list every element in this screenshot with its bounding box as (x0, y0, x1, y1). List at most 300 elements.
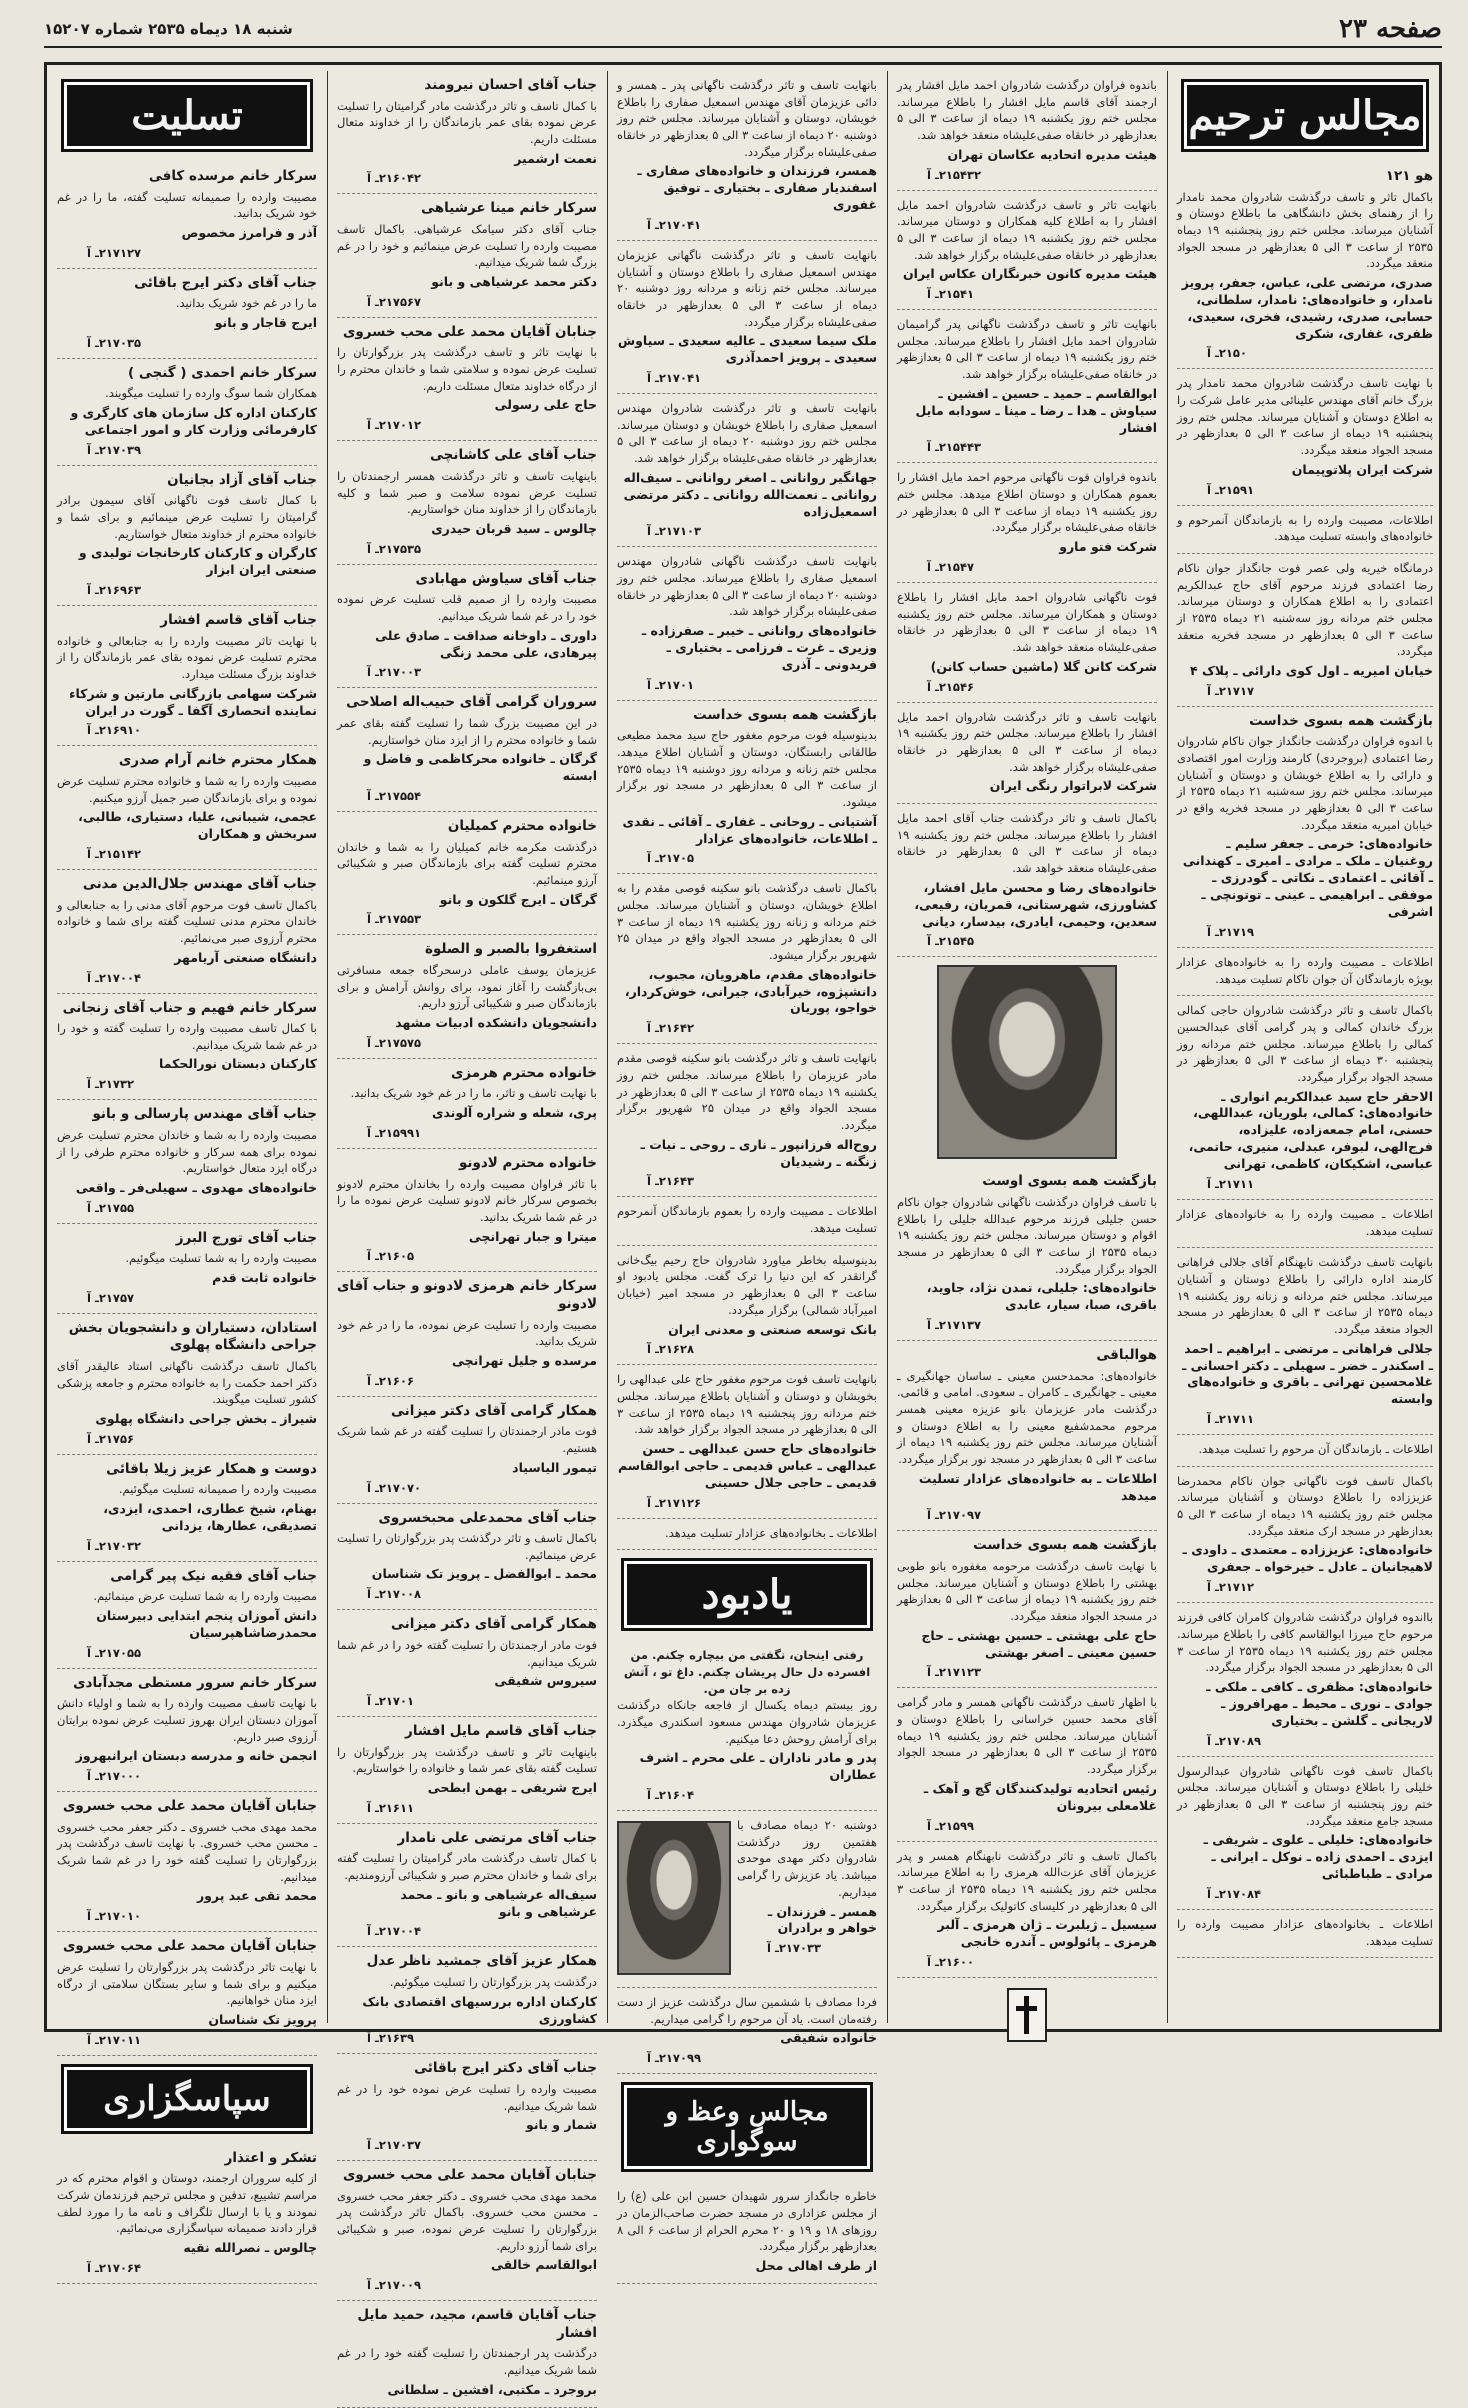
notice-body: با کمال تاسف فوت ناگهانی آقای سیمون برادر گرامیتان را تسلیت عرض مینمائیم و برای شما و خانواده محترم از خداوند متعال خواستاریم. (57, 493, 317, 541)
notice-body: بانهایت تاسف درگذشت ناگهانی شادروان مهندس اسمعیل صفاری را باطلاع میرساند. مجلس ختم روز دوشنبه ۲۰ دیماه از ساعت ۳ الی ۵ بعدازظهر در خانقاه صفی‌علیشاه برگزار خواهد شد. (617, 554, 877, 619)
notice-code: ۲۱۶۰۶ـ آ (367, 1373, 414, 1388)
notice-signature: خانواده‌های مقدم، ماهرویان، مجبوب، دانشپژوه، خیرآبادی، جیرانی، خوش‌کردار، خواجو، پوریان (624, 966, 877, 1016)
notice-body: درگذشت پدر ارجمندتان را تسلیت گفته خود را در غم شما شریک میدانیم. (337, 2346, 597, 2378)
notice-code: ۲۱۷۰۹۷ـ آ (927, 1508, 982, 1523)
gratitude-notice (57, 2144, 317, 2284)
gratitude-banner: سپاسگزاری (61, 2064, 313, 2134)
notice-signature: بانک توسعه صنعتی و معدنی ایران (668, 1321, 877, 1337)
notice-code: ۲۱۷۵۳۵ـ آ (367, 541, 422, 556)
notice (617, 71, 877, 241)
notice-body: فوت ناگهانی شادروان احمد مایل افشار را باطلاع دوستان و همکاران میرساند. مجلس ختم روز یکشنبه ۱۹ دیماه از ساعت ۳ الی ۵ بعدازظهر در خانقاه صفی‌علیشاه منعقد خواهد شد. (897, 590, 1157, 655)
notice (1177, 996, 1433, 1200)
notice-title: استادان، دستیاران و دانشجویان بخش جراحی دانشگاه پهلوی (68, 1319, 317, 1354)
notice-code: ۲۱۷۱۹ـ آ (1207, 924, 1254, 939)
notice-title: جنابان آقایان محمد علی محب خسروی (342, 323, 597, 340)
sermon-notice (617, 2182, 877, 2284)
notice-signature: روح‌اله فرزانپور ـ ناری ـ روحی ـ نیات ـ زنگنه ـ رشیدیان (640, 1136, 877, 1169)
notice (337, 1947, 597, 2054)
notice-list (897, 1167, 1157, 1978)
notice (1177, 1757, 1433, 1910)
notice-body: محمد مهدی محب خسروی ـ دکتر جعفر محب خسروی ـ محسن محب خسروی. باکمال تاثر درگذشت پدر بزرگوارتان را تسلیت عرض نموده، صبر و شکیبائی برای شما آرزو داریم. (337, 2188, 597, 2253)
notice-title: خانواده محترم کمیلیان (447, 818, 597, 835)
notice-body: مصیبت وارده را به شما تسلیت عرض مینمائیم. (93, 1589, 317, 1604)
notice-signature: دکتر محمد عرشیاهی و بانو (431, 274, 597, 289)
notice-code: ۲۱۷۵۶۷ـ آ (367, 294, 422, 309)
notice-title: همکار عزیز آقای جمشید ناظر عدل (366, 1953, 597, 1970)
notice-signature: سیروس شفیقی (494, 1673, 597, 1689)
notice-list (897, 71, 1157, 957)
notice-code: ۲۱۷۰۰۳ـ آ (367, 665, 422, 680)
notice (617, 1365, 877, 1518)
notice (57, 359, 317, 466)
notice-body: بانهایت تاسف و تاثر درگذشت شادروان مهندس اسمعیل صفاری را باطلاع خویشان و دوستان میرساند. مجلس ختم روز دوشنبه ۲۰ دیماه از ساعت ۳ الی ۵ بعدازظهر در خانقاه صفی‌علیشاه برگزار خواهد شد. (617, 401, 877, 466)
notice (337, 1824, 597, 1948)
notice-signature: شرکت فتو مارو (1059, 539, 1157, 555)
notice-signature: از طرف اهالی محل (755, 2258, 877, 2274)
notice-body: با نهایت تاثر مصیبت وارده را به جنابعالی و خانواده محترم تسلیت عرض نموده بقای عمر بازماندگان را از خداوند بزرگ مسئلت میدارد. (57, 633, 317, 682)
notice-body: بانهایت تاثر و تاسف درگذشت شادروان احمد مایل افشار را به اطلاع کلیه همکاران و دوستان میرساند. مجلس ختم روز یکشنبه ۱۹ دیماه از ساعت ۳ الی ۵ بعدازظهر در خانقاه صفی‌علیشاه برگزار خواهد شد. (897, 197, 1157, 262)
notice (1177, 162, 1433, 369)
notice-list (617, 71, 877, 1550)
notice-title: دوست و همکار عزیز زیلا باقائی (106, 1460, 317, 1477)
notice-code: ۲۱۷۰۱ـ آ (367, 1694, 414, 1709)
notice (617, 547, 877, 700)
notice-code: ۲۱۷۰۳۷ـ آ (367, 2138, 422, 2153)
notice-body: درمانگاه خیریه ولی عصر فوت جانگداز جوان ناکام رضا اعتمادی فرزند مرحوم آقای حاج عبدالکریم اعتمادی را به اطلاع همکاران و دوستان میرساند. مجلس ختم مردانه روز سه‌شنبه ۲۱ دیماه ۲۵۳۵ از ساعت ۳ الی ۵ بعدازظهر در مسجد فخریه منعقد میگردد. (1177, 560, 1433, 659)
notice-body: درگذشت پدر بزرگوارتان را تسلیت میگوئیم. (389, 1975, 597, 1989)
notice-body: باندوه فراوان درگذشت شادروان احمد مایل افشار پدر ارجمند آقای قاسم مایل افشار را باطلاع میرساند. مجلس ختم روز یکشنبه ۱۹ دیماه از ساعت ۳ الی ۵ بعدازظهر در خانقاه صفی‌علیشاه منعقد خواهد شد. (897, 78, 1157, 143)
remembrance-notice (617, 1988, 877, 2074)
notice-signature: جلالی فراهانی ـ مرتضی ـ ابراهیم ـ احمد ـ اسکندر ـ خضر ـ سهیلی ـ دکتر احسانی ـ غلامحسین تهرانی ـ باقری و خانواده‌های وابسته (1181, 1340, 1433, 1407)
notice-title: همکار محترم خانم آرام صدری (118, 752, 317, 769)
notice-body: مصیبت وارده را صمیمانه تسلیت گفته، ما را در غم خود شریک بدانید. (57, 189, 317, 221)
notice-code: ۲۱۷۱۱ـ آ (1207, 1176, 1254, 1191)
notice-body: بانهایت تاسف درگذشت نابهنگام آقای جلالی فراهانی کارمند اداره دارائی را باطلاع دوستان و آشنایان میرساند. مجلس ختم مردانه و زنانه روز یکشنبه ۱۹ دیماه ۲۵۳۵ از ساعت ۳ الی ۵ بعدازظهر در مسجد الجواد منعقد میگردد. (1177, 1255, 1433, 1336)
notice (617, 394, 877, 547)
notice-body: اطلاعات ـ بخانواده‌های عزادار تسلیت میدهد. (665, 1525, 877, 1540)
notice-title: جناب آقای دکتر ایرج باقائی (414, 2060, 597, 2077)
portrait-photo (937, 965, 1117, 1159)
notice-title: جناب آقای آزاد بجانیان (167, 471, 317, 488)
memorial-banner: مجالس ترحیم (1181, 79, 1429, 152)
notice (57, 269, 317, 359)
notice-title: بازگشت همه بسوی خداست (1249, 712, 1433, 729)
notice-title: جناب آقای تورج البرز (175, 1229, 317, 1246)
notice-code: ۲۱۷۱۲۷ـ آ (87, 245, 142, 260)
notice (337, 1717, 597, 1824)
notice-signature: جهانگیر روانانی ـ اصغر روانانی ـ سیف‌اله روانانی ـ نعمت‌الله روانانی ـ دکتر مرتضی اسمعیل‌زاده (623, 469, 877, 519)
notice-code: ۲۱۷۱۲۳ـ آ (927, 1665, 982, 1680)
notice (617, 1246, 877, 1366)
notice (617, 1519, 877, 1551)
notice-code: ۲۱۵۴۴۳ـ آ (927, 440, 982, 455)
notice-title: سرکار خانم احمدی ( گنجی ) (128, 364, 317, 381)
notice-title: سرکار خانم مینا عرشیاهی (421, 200, 597, 217)
notice-body: بااندوه فراوان درگذشت شادروان کامران کافی فرزند مرحوم حاج میرزا ابوالقاسم کافی را باطلاع میرساند. مجلس ختم روز یکشنبه ۱۹ دیماه ۲۵۳۵ از ساعت ۳ الی ۵ بعدازظهر در مسجد الجواد برگزار میگردد. (1177, 1610, 1434, 1675)
notice (337, 688, 597, 812)
notice-body: با کمال تاسف و تاثر درگذشت مادر گرامیتان را تسلیت عرض نموده بقای عمر بازماندگان را از خداوند متعال مسئلت داریم. (337, 98, 597, 146)
notice (337, 565, 597, 689)
notice-body: باکمال تاسف فوت ناگهانی جوان ناکام محمدرضا عزیززاده را باطلاع دوستان و آشنایان میرساند. مجلس ختم روز یکشنبه ۱۹ دیماه از ساعت ۳ الی ۵ بعدازظهر در مسجد ارک منعقد میگردد. (1177, 1473, 1433, 1538)
notice (337, 2054, 597, 2161)
notice-body: ما را در غم خود شریک بدانید. (175, 296, 317, 311)
notice-signature: عجمی، شیبانی، علیا، دستیاری، طالبی، سربخش و همکاران (78, 809, 317, 842)
notice-code: ۲۱۷۰۶۴ـ آ (87, 2260, 142, 2275)
notice-code: ۲۱۷۵۵۳ـ آ (367, 912, 422, 927)
notice-code: ۲۱۷۵۷۵ـ آ (367, 1035, 422, 1050)
notice-code: ۲۱۷۰۹۹ـ آ (647, 2051, 702, 2066)
notice-signature: خانواده‌های روانانی ـ خیبر ـ صفرزاده ـ وزیری ـ غرت ـ فرزامی ـ بختیاری ـ فریدونی ـ آذری (641, 623, 877, 672)
notice-body: جناب آقای دکتر سیامک عرشیاهی. باکمال تاسف مصیبت وارده را تسلیت عرض مینمائیم و خود را در غم بزرگ شما شریک میدانیم. (337, 221, 597, 270)
notice-code: ۲۱۵۹۱ـ آ (1207, 482, 1254, 497)
notice (1177, 369, 1433, 505)
notice (337, 2301, 597, 2407)
notice (897, 583, 1157, 703)
notice-signature: کارکنان اداره بررسیهای اقتصادی بانک کشاورزی (362, 1993, 597, 2026)
notice-code: ۲۱۷۰۱۱ـ آ (87, 2032, 142, 2047)
notice-signature: رئیس اتحادیه تولیدکنندگان گچ و آهک ـ غلامعلی بیرونان (923, 1780, 1157, 1813)
notice-signature: الاحقر حاج سید عبدالکریم انواری ـ خانواده‌های: کمالی، بلوریان، عبداللهی، حسنی، امام جمعه‌زاده، علیزاده، فرج‌الهی، لبوفر، عبدلی، منیری، حاتمی، عباسی، اشکیکان، کاظمی، تهرانی (1188, 1088, 1433, 1172)
notice-signature: محمد تقی عبد پرور (196, 1888, 317, 1904)
notice-signature: پری، شعله و شراره آلوندی (432, 1105, 597, 1121)
notice-body: اطلاعات ـ مصیبت وارده را بعموم بازماندگان آنمرحوم تسلیت میدهد. (617, 1204, 877, 1236)
notice-code: ۲۱۷۵۷ـ آ (87, 1290, 134, 1305)
notice-signature: انجمن خانه و مدرسه دبستان ایرانبهروز (75, 1748, 317, 1764)
notice-code: ۲۱۶۰۰ـ آ (927, 1954, 974, 1969)
notice-body: اطلاعات ـ مصیبت وارده را به خانواده‌های عزادار تسلیت میدهد. (1177, 1206, 1433, 1238)
notice-body: خانواده‌های: محمدحسن معینی ـ ساسان جهانگیری ـ معینی ـ جهانگیری ـ کامران ـ سعودی. امامی و قائمی. درگذشت مادر عزیزمان بانو عزیزه معینی همسر مرحوم محمدشفیع معینی را به اطلاع دوستان و آشنایان میرساند. مجلس ختم روز یکشنبه ۱۹ دیماه از ساعت ۳ الی ۵ بعدازظهر در مسجد نور برگزار میگردد. (897, 1368, 1157, 1466)
page-header (44, 12, 1442, 48)
notice-signature: داوری ـ داوخانه صداقت ـ صادق علی پیرهادی، علی محمد زنگی (375, 627, 597, 660)
notice-signature: خانواده‌های: خلیلی ـ علوی ـ شریفی ـ ایزدی ـ احمدی زاده ـ نوکل ـ ایرانی ـ مرادی ـ طباطبائی (1203, 1832, 1433, 1881)
notice (57, 1669, 317, 1792)
notice (57, 1100, 317, 1223)
notice (897, 1341, 1157, 1531)
notice-signature: میترا و جبار تهرانچی (468, 1228, 597, 1244)
notice (1177, 1910, 1433, 1958)
notice-code: ۲۱۷۰۰۹ـ آ (367, 2278, 422, 2293)
notice-title: جناب آقای دکتر ایرج باقائی (134, 274, 317, 291)
notice-body: باینهایت تاسف و تاثر درگذشت همسر ارجمندتان را تسلیت عرض نموده سلامت و صبر شما و کلیه بازماندگان را از خداوند منان خواستاریم. (337, 468, 597, 517)
notice-code: ۲۱۷۰۸۹ـ آ (1207, 1733, 1262, 1748)
notice-list (57, 162, 317, 2056)
column-rule (327, 71, 328, 2023)
column-memorials-right (891, 71, 1163, 2023)
notice-body: بانهایت تاثر و تاسف درگذشت ناگهانی پدر گرامیمان شادروان احمد مایل افشار را باطلاع میرساند. مجلس ختم روز یکشنبه ۱۹ دیماه از ساعت ۳ الی ۵ بعدازظهر در خانقاه صفی‌علیشاه برگزار خواهد شد. (897, 317, 1157, 382)
notice-signature: خانواده‌های مهدوی ـ سهیلی‌فر ـ واقعی (75, 1179, 317, 1195)
notice-signature: خانواده شفیقی (780, 2030, 877, 2046)
notice-body: با نهایت تاثر درگذشت پدر بزرگوارتان را تسلیت عرض میکنیم و برای شما و سایر بستگان سلامتی از درگاه ایزد منان خواهانیم. (57, 1959, 317, 2008)
notice-title: جنابان آقایان محمد علی محب خسروی (62, 1938, 317, 1955)
notice (897, 1688, 1157, 1841)
notice-code: ۲۱۷۰۳۹ـ آ (87, 442, 142, 457)
notice-body: مصیبت وارده را تسلیت عرض نموده خود را در غم شما شریک میدانیم. (337, 2081, 597, 2113)
notice-title: بازگشت همه بسوی اوست (982, 1173, 1157, 1190)
remembrance-notice-photo (617, 1811, 877, 1988)
column-condolences-left (51, 71, 323, 2275)
notice (897, 191, 1157, 311)
notice-body: مصیبت وارده را به شما و خاندان محترم تسلیت عرض نموده برای همه سرکار و خانواده محترم طرفی را از درگاه ایزد متعال خواستاریم. (57, 1127, 317, 1176)
notice-body: همکاران شما سوگ وارده را تسلیت میگویند. (105, 386, 317, 401)
notice-body: مصیبت وارده را از صمیم قلب تسلیت عرض نموده خود را در غم شما شریک میدانیم. (337, 592, 597, 623)
notice-signature: گرگان ـ خانواده محرکاظمی و فاضل و ابسته (363, 751, 597, 784)
notice-signature: چالوس ـ نصرالله نقیه (183, 2239, 317, 2255)
notice-title: بازگشت همه بسوی خداست (693, 706, 877, 723)
notice-body: با نهایت تاسف درگذشت شادروان محمد نامدار پدر بزرگ خانم آقای مهندس علینائی مدیر عامل شرکت را به اطلاع دوستان و آشنایان میرساند. مجلس ختم روز پنجشنبه ۱۹ دیماه از ساعت ۳ الی ۵ بعدازظهر در مسجد الجواد منعقد میگردد. (1177, 376, 1433, 458)
notice-code: ۲۱۷۰۸۴ـ آ (1207, 1886, 1262, 1901)
notice (57, 162, 317, 269)
notice-title: سرکار خانم هرمزی لادونو و جناب آقای لادونو (337, 1278, 597, 1312)
notice-title: جناب آقای قاسم مایل افشار (405, 1723, 597, 1740)
notice-signature: سیسیل ـ ژیلبرت ـ ژان هرمزی ـ آلبر هرمزی ـ پائولوس ـ آندره خانجی (937, 1917, 1157, 1950)
notice-code: ۲۱۵۴۳۲ـ آ (927, 167, 982, 182)
notice-signature: شرکت کانن گلا (ماشین حساب کانن) (930, 658, 1157, 674)
notice-body: باکمال تاسف فوت ناگهانی شادروان عبدالرسول خلیلی را باطلاع دوستان و آشنایان میرساند. مجلس ختم روز پنجشنبه از ساعت ۳ الی ۵ بعدازظهر در مسجد جامع منعقد میگردد. (1177, 1763, 1433, 1828)
notice-body: اطلاعات، مصیبت وارده را به بازماندگان آنمرحوم و خانواده‌های وابسته تسلیت میدهد. (1177, 512, 1433, 544)
notice (337, 1149, 597, 1272)
notice-signature: هیئت مدیره کانون خبرنگاران عکاس ایران (903, 266, 1157, 282)
notice-signature: نعمت ارشمیر (514, 150, 597, 166)
notice-title: جناب آقای فقیه نیک پیر گرامی (110, 1567, 317, 1584)
notice-signature: خیابان امیریه ـ اول کوی دارائی ـ پلاک ۴ (1189, 663, 1433, 679)
notice-code: ۲۱۷۱۰۳ـ آ (647, 524, 702, 539)
notice-code: ۲۱۵۰ـ آ (1207, 346, 1247, 361)
notice-body: با اظهار تاسف درگذشت ناگهانی همسر و مادر گرامی آقای محمد حسین خراسانی را باطلاع دوستان و آشنایان میرساند. مجلس ختم روز یکشنبه ۱۹ دیماه ۲۵۳۵ از ساعت ۳ الی ۵ بعدازظهر در مسجد الجواد برگزار میگردد. (897, 1695, 1158, 1777)
notice-code: ۲۱۷۰۱ـ آ (647, 677, 694, 692)
notice-signature: دانش آموزان پنجم ابتدایی دبیرستان محمدرضاشاهپرسیان (96, 1608, 317, 1640)
notice (57, 466, 317, 606)
notice-signature: دانشگاه صنعتی آریامهر (174, 949, 317, 965)
notice (897, 463, 1157, 583)
notice-signature: اطلاعات ـ به خانواده‌های عزادار تسلیت میدهد (918, 1470, 1157, 1503)
notice-body: فوت مادر ارجمندتان را تسلیت گفته در غم شما شریک هستیم. (337, 1424, 597, 1455)
notice-title: بازگشت همه بسوی خداست (973, 1537, 1157, 1554)
notice-title: جناب آقای احسان نیرومند (424, 77, 597, 93)
notice-code: ۲۱۷۰۰۴ـ آ (87, 970, 142, 985)
notice-body: خاطره جانگداز سرور شهیدان حسین ابن علی (ع) را از مجلس عزاداری در مسجد حضرت صاحب‌الزمان در روزهای ۱۸ و ۱۹ و ۲۰ محرم الحرام از ساعت ۶ الی ۸ بعدازظهر برگزار میگردد. (617, 2189, 877, 2254)
notice-code: ۲۱۷۱۲۶ـ آ (647, 1495, 702, 1510)
issue-info: شنبه ۱۸ دیماه ۲۵۳۵ شماره ۱۵۲۰۷ (44, 20, 293, 38)
notice-body: از کلیه سروران ارجمند، دوستان و اقوام محترم که در مراسم تشییع، تدفین و مجلس ترحیم فرزندمان شرکت نمودند و یا با ارسال تلگراف و نامه ما را مورد لطف قرار دادند صمیمانه سپاسگزاری می‌نمائیم. (57, 2171, 317, 2236)
notice-code: ۲۱۶۹۶۳ـ آ (87, 583, 142, 598)
notice-signature: کارگران و کارکنان کارخانجات تولیدی و صنعتی ایران ابزار (78, 545, 317, 578)
remembrance-poem: رفتی اینجان، نگفتی من بیچاره چکنم. من افسرده دل حال پریشان چکنم. داغ تو ، آتش زده بر جان من. (623, 1648, 871, 1696)
notice-signature: چالوس ـ سید قربان حیدری (431, 520, 597, 536)
notice-body: باکمال تاسف فوت مرحوم آقای مدنی را به جنابعالی و خاندان محترم مدنی تسلیت گفته برای شما و خانواده محترم آرزوی صبر می‌نمائیم. (57, 897, 317, 945)
notice-signature: صدری، مرتضی علی، عباس، جعفر، پرویز نامدار، و خانواده‌های: نامدار، سلطانی، حسابی، صدری، رشیدی، فخری، سعیدی، ظفری، غفاری، شکری (1181, 274, 1433, 341)
notice-title: سرکار خانم فهیم و جناب آقای زنجانی (62, 999, 317, 1016)
notice-body: بانهایت تاسف و تاثر درگذشت بانو سکینه قوصی مقدم مادر عزیزمان را باطلاع میرساند. مجلس ختم روز یکشنبه ۱۹ دیماه ۲۵۳۵ از ساعت ۳ الی ۵ بعدازظهر در مسجد الجواد واقع در میدان ۲۵ شهریور برگزار میگردد. (617, 1051, 878, 1133)
notice-code: ۲۱۵۴۶ـ آ (927, 679, 974, 694)
notice-body: باکمال تاسف و تاثر درگذشت جناب آقای احمد مایل افشار را باطلاع میرساند. مجلس ختم روز یکشنبه ۱۹ دیماه از ساعت ۳ الی ۵ بعدازظهر در خانقاه صفی‌علیشاه منعقد خواهد شد. (897, 811, 1157, 876)
notice-title: جناب آقای علی کاشانچی (430, 447, 597, 464)
notice (337, 441, 597, 564)
notice-signature: شرکت لابراتوار رنگی ایران (989, 778, 1157, 794)
notice-code: ۲۱۷۰۰۰ـ آ (87, 1769, 142, 1784)
notice-signature: ایرج قاجار و بانو (214, 314, 317, 330)
notice (57, 1932, 317, 2055)
notice-signature: ابوالقاسم ـ حمید ـ حسین ـ افشین ـ سیاوش ـ هدا ـ رضا ـ مینا ـ سودابه مایل افشار (915, 385, 1157, 435)
notice-signature: خانواده‌های رضا و محسن مایل افشار، کشاورزی، شهرستانی، قمریان، رفیعی، سعدین، وحیمی، ایادری، بیدسار، دیانی (914, 879, 1157, 929)
notice (57, 994, 317, 1101)
notice-signature: ابوالقاسم خالقی (491, 2257, 597, 2273)
condolence-banner: تسلیت (61, 79, 313, 152)
notice (1177, 1603, 1433, 1756)
notice-title: جناب آقایان قاسم، مجید، حمید مایل افشار (357, 2307, 597, 2341)
notice-code: ۲۱۷۰۷۰ـ آ (367, 1480, 422, 1495)
notice-signature: حاج علی بهشتی ـ حسین بهشتی ـ حاج حسین معینی ـ اصغر بهشتی (921, 1627, 1157, 1660)
notice (1177, 948, 1433, 996)
notice-title: سروران گرامی آقای حبیب‌اله اصلاحی (346, 694, 597, 711)
remembrance-notice (617, 1641, 877, 1811)
notice-signature: خانواده‌های: عزیززاده ـ معتمدی ـ داودی ـ لاهیجانیان ـ عادل ـ خیرخواه ـ جعفری (1182, 1542, 1433, 1575)
notice-body: با کمال تاسف مصیبت وارده را تسلیت گفته و خود را در غم شما شریک میدانیم. (57, 1021, 317, 1052)
notice-title: جناب آقای قاسم افشار (160, 612, 317, 629)
obituary-page (44, 62, 1442, 2397)
notice-title: هوالباقی (1096, 1347, 1157, 1364)
notice-body: باکمال تاسف درگذشت ناگهانی استاد عالیقدر آقای دکتر احمد حکمت را به خانواده محترم و جامعه پزشکی کشور تسلیت میگویند. (57, 1358, 317, 1407)
notice-code: ۲۱۶۰۵ـ آ (367, 1249, 414, 1264)
notice-title: جناب آقای سیاوش مهابادی (415, 570, 597, 587)
notice (337, 935, 597, 1058)
notice-code: ۲۱۷۰۳۳ـ آ (767, 1941, 822, 1956)
notice-signature: خانواده‌های حاج حسن عبدالهی ـ حسن عبدالهی ـ عباس قدیمی ـ حاجی ابوالقاسم قدیمی ـ حاجی جلال حسینی (617, 1441, 877, 1490)
notice (337, 1059, 597, 1149)
notice (1177, 554, 1433, 707)
notice-body: مصیبت وارده را تسلیت عرض نموده، ما را در غم خود شریک بدانید. (337, 1317, 597, 1349)
notice-code: ۲۱۷۰۴۱ـ آ (647, 371, 702, 386)
notice-title: جناب آقای محمدعلی محبخسروی (378, 1509, 597, 1526)
notice (897, 1531, 1157, 1688)
notice-title: همکار گرامی آقای دکتر میزانی (390, 1616, 597, 1633)
notice-title: خانواده محترم هرمزی (450, 1064, 597, 1081)
notice-code: ۲۱۵۴۱ـ آ (927, 287, 974, 302)
notice-title: جنابان آقایان محمد علی محب خسروی (342, 2167, 597, 2184)
notice-body: بانهایت تاسف فوت مرحوم مغفور حاج علی عبدالهی را بخویشان و دوستان و آشنایان باطلاع میرساند. مجلس ختم مردانه روز پنجشنبه ۱۹ دیماه ۲۵۳۵ از ساعت ۳ الی ۵ بعدازظهر در مسجد الجواد برگزار خواهد شد. (617, 1372, 877, 1437)
notice (337, 318, 597, 441)
notice-signature: مرسده و جلیل تهرانچی (452, 1352, 597, 1368)
notice (897, 804, 1157, 957)
notice-code: ۲۱۷۰۴۱ـ آ (647, 217, 702, 232)
notice-signature: محمد ـ ابوالفضل ـ پرویز تک شناسان (371, 1566, 597, 1582)
notice-code: ۲۱۷۵۶ـ آ (87, 1431, 134, 1446)
column-condolences-right (331, 71, 603, 2397)
notice-code: ۲۱۷۱۷ـ آ (1207, 683, 1254, 698)
column-rule (1167, 71, 1168, 2023)
notice-body: مصیبت وارده را صمیمانه تسلیت میگوئیم. (118, 1482, 317, 1497)
notice-body: مصیبت وارده را به شما و خانواده محترم تسلیت عرض نموده و برای بازماندگان صبر جمیل آرزو میکنیم. (57, 774, 317, 805)
notice-signature: ایرج شریفی ـ بهمن ابطحی (427, 1779, 597, 1795)
notice-signature: کارکنان دبستان نورالحکما (159, 1056, 317, 1072)
notice-signature: پرویز تک شناسان (208, 2011, 317, 2027)
notice-signature: هیئت مدیره اتحادیه عکاسان تهران (947, 146, 1157, 162)
notice-code: ۲۱۷۰۵ـ آ (647, 851, 694, 866)
notice-list (1177, 162, 1433, 1958)
notice-signature: همسر ـ فرزندان ـ خواهر و برادران (767, 1903, 877, 1936)
notice-body: فردا مصادف با ششمین سال درگذشت عزیز از دست رفته‌مان است. یاد آن مرحوم را گرامی میداریم. (617, 1995, 877, 2026)
notice (1177, 1467, 1433, 1603)
notice (57, 1562, 317, 1669)
notice-code: ۲۱۷۰۵۵ـ آ (87, 1645, 142, 1660)
notice (897, 703, 1157, 805)
notice-signature: خانواده‌های: مظفری ـ کافی ـ ملکی ـ جوادی ـ نوری ـ محیط ـ مهرافروز ـ لاریجانی ـ گلشن ـ بختیاری (1206, 1678, 1433, 1728)
notice-body: با نهایت تاسف درگذشت مرحومه مغفوره بانو طوبی بهشتی را باطلاع دوستان و آشنایان میرساند. مجلس ختم روز یکشنبه ۱۹ دیماه از ساعت ۳ الی ۵ بعدازظهر در مسجد الجواد منعقد میگردد. (897, 1558, 1157, 1623)
notice-body: اطلاعات ـ مصیبت وارده را به خانواده‌های عزادار بویژه بازماندگان آن جوان ناکام تسلیت میدهد. (1177, 954, 1433, 986)
notice-title: خانواده محترم لادونو (458, 1155, 597, 1171)
notice-signature: پدر و مادر ناداران ـ علی محرم ـ اشرف عطاران (639, 1750, 877, 1783)
notice (57, 870, 317, 993)
notice-code: ۲۱۷۰۱۲ـ آ (367, 418, 422, 433)
notice-title: جناب آقای مرتضی علی نامدار (397, 1829, 597, 1846)
notice (1177, 1200, 1433, 1248)
notice-signature: سیف‌اله عرشیاهی و بانو ـ محمد عرشیاهی و بانو (400, 1886, 597, 1919)
notice (57, 1314, 317, 1455)
notice-code: ۲۱۷۱۲ـ آ (1207, 1580, 1254, 1595)
notice-signature: دانشجویان دانشکده ادبیات مشهد (395, 1015, 597, 1031)
notice-body: اطلاعات ـ بازماندگان آن مرحوم را تسلیت میدهد. (1198, 1442, 1433, 1457)
notice-list (337, 71, 597, 2408)
notice-body: باکمال تاسف و تاثر درگذشت نابهنگام همسر و پدر عزیزمان آقای عزت‌الله هرمزی را به اطلاع میرساند. مجلس ختم روز یکشنبه ۱۹ دیماه ۲۵۳۵ از ساعت ۳ الی ۵ بعدازظهر در کلیسای کاتولیک برگزار میگردد. (897, 1848, 1158, 1913)
notice (337, 2161, 597, 2301)
notice-body: باکمال تاسف و تاثر درگذشت شادروان حاجی کمالی بزرگ خاندان کمالی و پدر گرامی آقای عبدالحسین کمالی را باطلاع میرساند. مجلس ختم مردانه روز پنجشنبه ۳۰ دیماه از ساعت ۳ الی ۵ بعدازظهر در مسجد الجواد برگزار میگردد. (1177, 1003, 1433, 1084)
notice (337, 1272, 597, 1396)
notice-code: ۲۱۷۰۰۴ـ آ (367, 1924, 422, 1939)
notice-body: با تاسف فراوان درگذشت ناگهانی شادروان جوان ناکام حسن جلیلی فرزند مرحوم عبدالله جلیلی را باطلاع اقوام و دوستان میرساند. مجلس ختم روز یکشنبه ۱۹ دیماه ۲۵۳۵ از ساعت ۳ الی ۵ بعدازظهر در مسجد الجواد برگزار میگردد. (897, 1194, 1158, 1276)
notice-code: ۲۱۷۰۰۸ـ آ (367, 1587, 422, 1602)
notice (57, 1455, 317, 1562)
notice-body: با نهایت تاثر و تاسف درگذشت پدر بزرگوارتان را تسلیت عرض نموده و سلامتی شما و خاندان محترم را از درگاه خداوند متعال مسئلت داریم. (337, 345, 597, 393)
notice-code: ۲۱۷۰۳۵ـ آ (87, 335, 142, 350)
notice (57, 1792, 317, 1932)
notice (1177, 1248, 1433, 1435)
notice-body: باکمال تاسف درگذشت بانو سکینه قوصی مقدم را به اطلاع خویشان، دوستان و آشنایان میرساند. مجلس ختم مردانه و زنانه روز یکشنبه ۱۹ دیماه از ساعت ۳ الی ۵ بعدازظهر در مسجد الجواد واقع در میدان ۲۵ شهریور برگزار میشود. (617, 881, 877, 963)
column-memorial-services (1171, 71, 1439, 2023)
notice-signature: همسر، فرزندان و خانواده‌های صفاری ـ اسفندیار صفاری ـ بختیاری ـ توفیق غفوری (637, 163, 877, 213)
notice-code: ۲۱۶۱۱ـ آ (367, 1800, 414, 1815)
notice-code: ۲۱۶۹۱۰ـ آ (87, 723, 142, 738)
notice-signature: حاج علی رسولی (494, 397, 597, 413)
notice-signature: کارکنان اداره کل سازمان های کارگری و کارفرمائی وزارت کار و امور اجتماعی (70, 405, 317, 437)
portrait-photo (617, 1821, 731, 1975)
notice (897, 1842, 1157, 1978)
notice-body: مصیبت وارده را به شما تسلیت میگوئیم. (125, 1251, 317, 1266)
notice-code: ۲۱۶۰۴ـ آ (647, 1788, 694, 1803)
notice (337, 194, 597, 317)
column-memorials-center (611, 71, 883, 2274)
notice-body: بانهایت تاسف و تاثر درگذشت ناگهانی عزیزمان مهندس اسمعیل صفاری را باطلاع دوستان و آشنایان میرساند. مجلس ختم زنانه و مردانه روز دوشنبه ۲۰ دیماه از ساعت ۳ الی ۵ بعدازظهر در خانقاه صفی‌علیشاه برگزار میگردد. (617, 247, 877, 329)
notice-code: ۲۱۷۱۳۷ـ آ (927, 1318, 982, 1333)
notice (617, 241, 877, 394)
notice-code: ۲۱۶۰۴۲ـ آ (367, 171, 422, 186)
notice (337, 812, 597, 935)
notice-title: همکار گرامی آقای دکتر میزانی (390, 1402, 597, 1419)
notice (1177, 1435, 1433, 1467)
notice-body: با اندوه فراوان درگذشت جانگداز جوان ناکام شادروان رضا اعتمادی (بروجردی) کارمند وزارت امور اقتصادی و دارائی را به اطلاع خویشان و دوستان و آشنایان میرساند. مجلس ختم روز سه‌شنبه ۲۱ دیماه ۲۵۳۵ از ساعت ۳ الی ۵ بعدازظهر در مسجد فخریه واقع در خیابان امیریه منعقد میگردد. (1177, 734, 1434, 832)
notice-signature: ملک سیما سعیدی ـ عالیه سعیدی ـ سیاوش سعیدی ـ پرویز احمدآذری (617, 333, 877, 366)
notice-code: ۲۱۵۴۷ـ آ (927, 560, 974, 574)
notice-body: با تاثر فراوان مصیبت وارده را بخاندان محترم لادونو بخصوص سرکار خانم لادونو تسلیت عرض نموده ما را در غم شما شریک بدانید. (337, 1176, 597, 1224)
notice (337, 1504, 597, 1611)
notice (897, 1167, 1157, 1341)
notice-body: بانهایت تاسف و تاثر درگذشت ناگهانی پدر ـ همسر و دائی عزیزمان آقای مهندس اسمعیل صفاری را باطلاع خویشان، دوستان و آشنایان میرساند. مجلس ختم روز دوشنبه ۲۰ دیماه از ساعت ۳ الی ۵ بعدازظهر در خانقاه صفی‌علیشاه برگزار میگردد. (617, 78, 877, 159)
notice-signature: آشتیانی ـ روحانی ـ غفاری ـ آقائی ـ نقدی ـ اطلاعات، خانواده‌های عزادار (622, 813, 877, 846)
column-rule (887, 71, 888, 2023)
notice-signature: شرکت سهامی بازرگانی مارتین و شرکاء نماینده انحصاری آگفا ـ گورت در ایران (69, 685, 317, 718)
notice-body: اطلاعات ـ بخانواده‌های عزادار مصیبت وارده را تسلیت میدهد. (1177, 1916, 1433, 1948)
notice (1177, 506, 1433, 554)
notice-body: محمد مهدی محب خسروی ـ دکتر جعفر محب خسروی ـ محسن محب خسروی. با نهایت تاسف درگذشت پدر بزرگوارتان را تسلیت گفته خود را در غم شما شریک میدانیم. (57, 1819, 317, 1884)
notice-code: ۲۱۶۲۸ـ آ (647, 1342, 694, 1357)
